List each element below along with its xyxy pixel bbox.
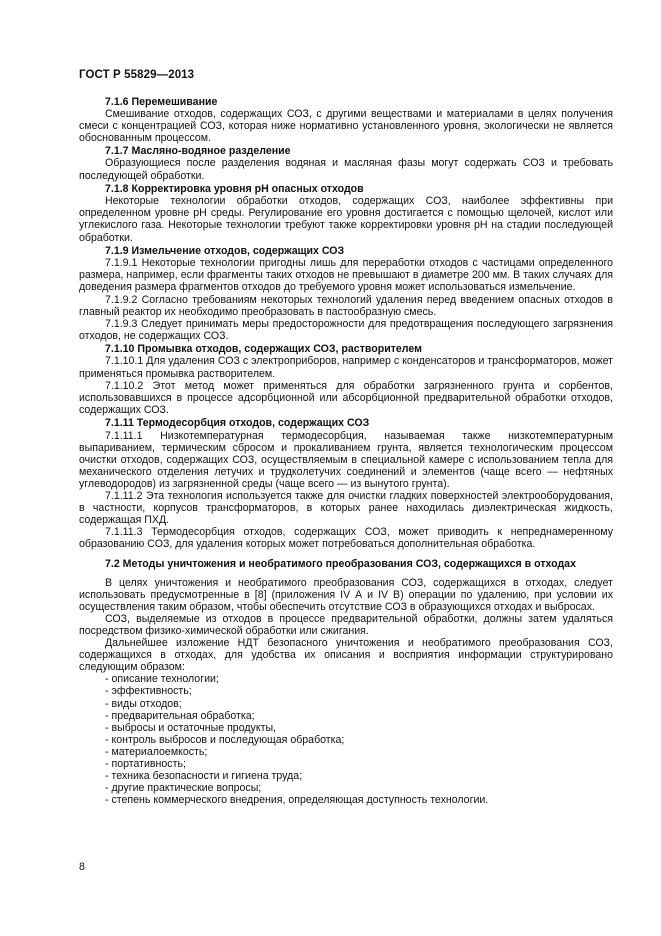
- section-7-1-8: [79, 182, 613, 244]
- section-heading: 7.1.7 Масляно-водяное разделение: [105, 145, 291, 158]
- list-item: - виды отходов;: [105, 697, 182, 710]
- paragraph: 7.1.10.1 Для удаления СОЗ с электроприборов, например с конденсаторов и трансформаторов, может применяться промывка растворителем.: [79, 355, 613, 380]
- paragraph: 7.1.11.2 Эта технология используется также для очистки гладких поверхностей электрооборудования, в частности, корпусов трансформаторов, в которых ранее находилась диэлектрическая жидкость, содержащая ПХД.: [79, 490, 613, 527]
- section-heading: 7.2 Методы уничтожения и необратимого преобразования СОЗ, содержащихся в отходах: [105, 558, 576, 571]
- document-code-header: ГОСТ Р 55829—2013: [79, 69, 195, 81]
- list-item: - описание технологии;: [105, 673, 219, 686]
- list-item: - портативность;: [105, 757, 186, 770]
- section-7-1-10: [79, 342, 613, 416]
- section-7-2: [79, 550, 613, 806]
- section-7-1-9: [79, 244, 613, 342]
- paragraph: 7.1.9.1 Некоторые технологии пригодны лишь для переработки отходов с частицами определенного размера, например, если фрагменты таких отходов не превышают в диаметре 200 мм. В таких случаях для доведения размера фрагментов отходов до требуемого уровня может использоваться измельчение.: [79, 257, 613, 294]
- paragraph: 7.1.10.2 Этот метод может применяться для обработки загрязненного грунта и сорбентов, использовавшихся в процессе адсорбционной или абсорбционной предварительной обработки отходов, содержащих СОЗ.: [79, 379, 613, 416]
- section-heading: 7.1.6 Перемешивание: [105, 95, 218, 108]
- paragraph: В целях уничтожения и необратимого преобразования СОЗ, содержащихся в отходах, следует использовать предусмотренные в [8] (приложения IV А и IV В) операции по удалению, при условии их осуществления таким образом, чтобы обеспечить отсутствие СОЗ в образующихся отходах и выбросах.: [79, 576, 613, 613]
- section-heading: 7.1.8 Корректировка уровня pH опасных отходов: [105, 183, 364, 196]
- list-item: - эффективность;: [105, 685, 192, 698]
- paragraph: 7.1.11.3 Термодесорбция отходов, содержащих СОЗ, может приводить к непреднамеренному образованию СОЗ, для удаления которых может потребоваться дополнительная обработка.: [79, 526, 613, 551]
- section-7-1-11: [79, 416, 613, 551]
- paragraph: 7.1.9.3 Следует принимать меры предосторожности для предотвращения последующего загрязнения отходов, не содержащих СОЗ.: [79, 317, 613, 342]
- list-item: - контроль выбросов и последующая обработка;: [105, 733, 345, 746]
- list-item: - выбросы и остаточные продукты,: [105, 721, 276, 734]
- paragraph: Образующиеся после разделения водяная и масляная фазы могут содержать СОЗ и требовать последующей обработки.: [79, 157, 613, 182]
- paragraph: Смешивание отходов, содержащих СОЗ, с другими веществами и материалами в целях получения смеси с концентрацией СОЗ, которая ниже нормативно установленного уровня, экологически не является обоснованным процессом.: [79, 107, 613, 144]
- page-number: 8: [79, 861, 85, 873]
- paragraph: СОЗ, выделяемые из отходов в процессе предварительной обработки, должны затем удаляться посредством физико-химической обработки или сжигания.: [79, 612, 613, 637]
- section-7-1-7: [79, 144, 613, 182]
- paragraph: 7.1.9.2 Согласно требованиям некоторых технологий удаления перед введением опасных отходов в главный реактор их необходимо преобразовать в пастообразную смесь.: [79, 293, 613, 318]
- structure-list: [79, 673, 613, 806]
- list-item: - материалоемкость;: [105, 745, 208, 758]
- document-body: [79, 94, 613, 806]
- list-item: - другие практические вопросы;: [105, 782, 262, 795]
- list-item: - степень коммерческого внедрения, определяющая доступность технологии.: [105, 794, 489, 807]
- paragraph: Дальнейшее изложение НДТ безопасного уничтожения и необратимого преобразования СОЗ, содержащихся в отходах, для удобства их описания и восприятия информации структурировано следующим образом:: [79, 637, 613, 674]
- paragraph: 7.1.11.1 Низкотемпературная термодесорбция, называемая также низкотемпературным выпариванием, термическим сбросом и прокаливанием грунта, является технологическим процессом очистки отходов, содержащих СОЗ, осуществляемым в специальной камере с использованием тепла для механического отделения летучих и трудколетучих соединений и элементов (чаще всего — нефтяных углеводородов) из загрязненной среды (чаще всего — из вынутого грунта).: [79, 429, 613, 490]
- section-heading: 7.1.10 Промывка отходов, содержащих СОЗ, растворителем: [105, 343, 422, 356]
- section-heading: 7.1.9 Измельчение отходов, содержащих СОЗ: [105, 245, 345, 258]
- list-item: - техника безопасности и гигиена труда;: [105, 770, 303, 783]
- section-heading: 7.1.11 Термодесорбция отходов, содержащих СОЗ: [105, 417, 370, 430]
- list-item: - предварительная обработка;: [105, 709, 255, 722]
- section-7-1-6: [79, 94, 613, 144]
- paragraph: Некоторые технологии обработки отходов, содержащих СОЗ, наиболее эффективны при определенном уровне pH среды. Регулирование его уровня достигается с помощью щелочей, кислот или углекислого газа. Некоторые технологии требуют также корректировки уровня pH на стадии последующей обработки.: [79, 195, 613, 244]
